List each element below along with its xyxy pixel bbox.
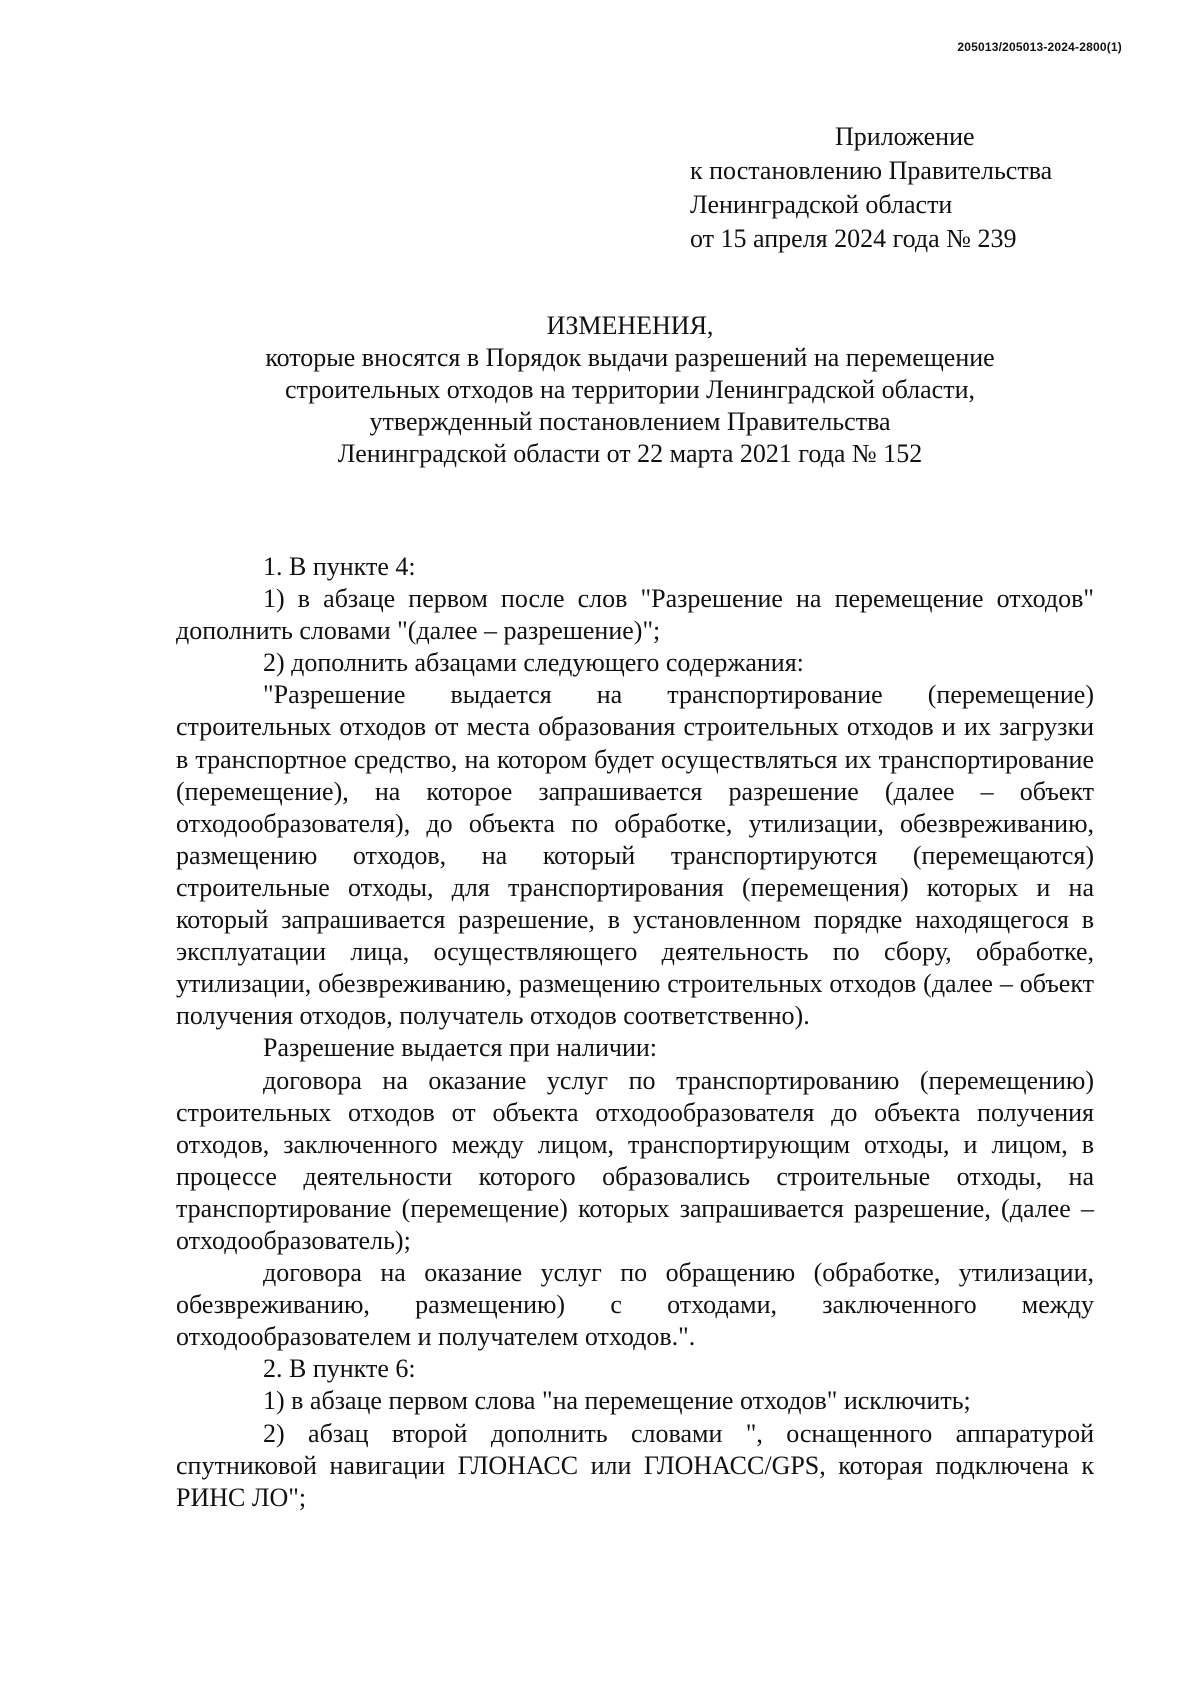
paragraph-quote-permit: "Разрешение выдается на транспортирование (перемещение) строительных отходов от места образования строительных отходов и их загрузки в транспортное средство, на котором будет осуществляться их транспортирование (перемещение), на которое запрашивается разрешение (далее – объект отходообразователя), до объекта по обработке, утилизации, обезвреживанию, размещению отходов, на который транспортируются (перемещаются) строительные отходы, для транспортирования (перемещения) которых и на который запрашивается разрешение, в установленном порядке находящегося в эксплуатации лица, осуществляющего деятельность по сбору, обработке, утилизации, обезвреживанию, размещению строительных отходов (далее – объект получения отходов, получатель отходов соответственно). — [176, 680, 1094, 1031]
paragraph-item-1-2: 2) дополнить абзацами следующего содержания: — [263, 648, 804, 678]
paragraph-item-2: 2. В пункте 6: — [263, 1354, 416, 1384]
paragraph-item-2-1: 1) в абзаце первом слова "на перемещение отходов" исключить; — [263, 1386, 971, 1416]
appendix-block — [690, 120, 1052, 256]
paragraph-item-1-1: 1) в абзаце первом после слов "Разрешение на перемещение отходов" дополнить словами "(далее – разрешение)"; — [176, 584, 1094, 646]
appendix-resolution-ref: к постановлению Правительства — [690, 156, 1053, 185]
title-line-4: Ленинградской области от 22 марта 2021 года № 152 — [337, 439, 923, 468]
appendix-region: Ленинградской области — [690, 190, 953, 219]
paragraph-item-2-2: 2) абзац второй дополнить словами ", оснащенного аппаратурой спутниковой навигации ГЛОНАСС или ГЛОНАСС/GPS, которая подключена к РИНС ЛО"; — [176, 1418, 1094, 1512]
document-heading: ИЗМЕНЕНИЯ, — [546, 311, 714, 340]
title-line-1: которые вносятся в Порядок выдачи разрешений на перемещение — [265, 343, 995, 372]
appendix-date-number: от 15 апреля 2024 года № 239 — [690, 224, 1017, 253]
paragraph-permit-conditions: Разрешение выдается при наличии: — [263, 1033, 657, 1063]
document-title-block — [160, 310, 1100, 470]
paragraph-item-1: 1. В пункте 4: — [263, 552, 416, 581]
title-line-2: строительных отходов на территории Ленинградской области, — [284, 375, 975, 404]
document-registration-number: 205013/205013-2024-2800(1) — [957, 40, 1122, 54]
paragraph-handling-contract: договора на оказание услуг по обращению (обработке, утилизации, обезвреживанию, размещению) с отходами, заключенного между отходообразователем и получателем отходов.". — [176, 1258, 1094, 1352]
appendix-label: Приложение — [835, 122, 975, 151]
paragraph-transport-contract: договора на оказание услуг по транспортированию (перемещению) строительных отходов от объекта отходообразователя до объекта получения отходов, заключенного между лицом, транспортирующим отходы, и лицом, в процессе деятельности которого образовались строительные отходы, на транспортирование (перемещение) которых запрашивается разрешение, (далее – отходообразователь); — [176, 1065, 1094, 1255]
document-body — [176, 551, 1094, 1514]
title-line-3: утвержденный постановлением Правительства — [369, 407, 891, 436]
